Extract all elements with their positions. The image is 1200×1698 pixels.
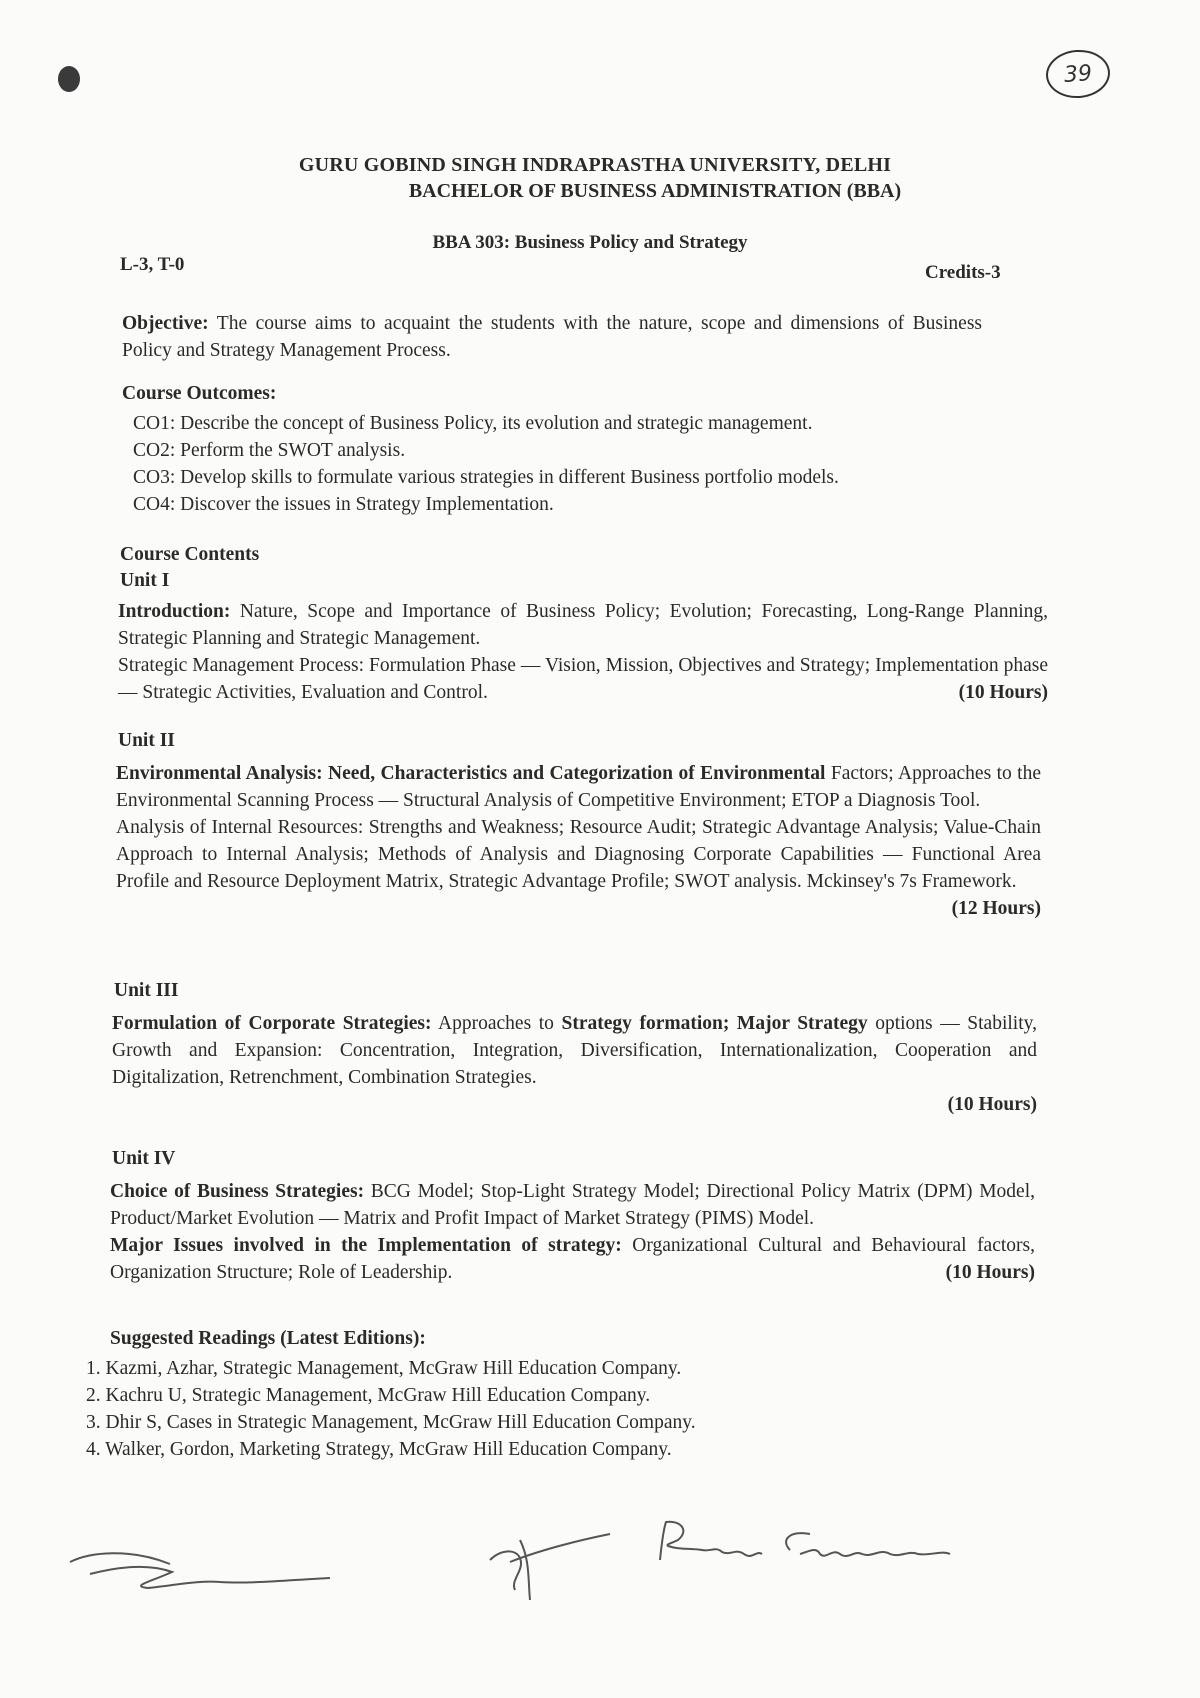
outcome-item: CO4: Discover the issues in Strategy Implementation.	[133, 494, 554, 515]
university-name: GURU GOBIND SINGH INDRAPRASTHA UNIVERSITY, DELHI	[298, 154, 892, 176]
unit-3-bold: Strategy formation; Major Strategy	[561, 1013, 868, 1034]
reading-item: 1. Kazmi, Azhar, Strategic Management, McGraw Hill Education Company.	[86, 1358, 682, 1379]
outcome-item: CO1: Describe the concept of Business Policy, its evolution and strategic management.	[133, 413, 813, 434]
programme-name: BACHELOR OF BUSINESS ADMINISTRATION (BBA)	[408, 180, 902, 202]
reading-item: 4. Walker, Gordon, Marketing Strategy, McGraw Hill Education Company.	[86, 1439, 672, 1460]
reading-item: 3. Dhir S, Cases in Strategic Management, McGraw Hill Education Company.	[86, 1412, 696, 1433]
unit-3-body	[112, 1010, 1037, 1118]
unit-2-text: Factors; Approaches to the Environmental Scanning Process — Structural Analysis of Competitive Environment; ETOP a Diagnosis Tool.	[116, 763, 1041, 811]
unit-2-text-2: Analysis of Internal Resources: Strengths and Weakness; Resource Audit; Strategic Advantage Analysis; Value-Chain Approach to Internal Analysis; Methods of Analysis and Diagnosing Corporate Capabilities — Functional Area Profile and Resource Deployment Matrix, Strategic Advantage Profile; SWOT analysis. Mckinsey's 7s Framework.	[116, 817, 1041, 892]
unit-1-hours: (10 Hours)	[958, 682, 1048, 703]
contents-heading: Course Contents	[120, 544, 260, 565]
unit-4-text: BCG Model; Stop-Light Strategy Model; Directional Policy Matrix (DPM) Model, Product/Market Evolution — Matrix and Profit Impact of Market Strategy (PIMS) Model.	[110, 1181, 1036, 1229]
objective	[122, 310, 982, 364]
unit-3-lead: Formulation of Corporate Strategies:	[112, 1013, 432, 1034]
punch-hole	[58, 66, 80, 92]
outcomes-heading: Course Outcomes:	[122, 383, 277, 404]
unit-2-lead: Environmental Analysis: Need, Characteristics and Categorization of Environmental	[116, 763, 826, 784]
outcome-item: CO3: Develop skills to formulate various strategies in different Business portfolio models.	[133, 467, 839, 488]
course-title: BBA 303: Business Policy and Strategy	[432, 232, 748, 253]
unit-1-text-2: Strategic Management Process: Formulation Phase — Vision, Mission, Objectives and Strategy; Implementation phase — Strategic Activities, Evaluation and Control.	[118, 655, 1048, 703]
outcome-item: CO2: Perform the SWOT analysis.	[133, 440, 406, 461]
unit-3-title: Unit III	[114, 980, 179, 1001]
lecture-tutorial: L-3, T-0	[120, 254, 185, 275]
unit-1-title: Unit I	[120, 570, 170, 591]
objective-text: The course aims to acquaint the students with the nature, scope and dimensions of Business Policy and Strategy Management Process.	[122, 313, 982, 361]
unit-4-hours: (10 Hours)	[945, 1262, 1035, 1283]
outcomes-list	[133, 410, 839, 518]
unit-2-hours: (12 Hours)	[951, 898, 1041, 919]
unit-3-text-b: options — Stability, Growth and Expansion: Concentration, Integration, Diversification, Internationalization, Cooperation and Digitalization, Retrenchment, Combination Strategies.	[112, 1013, 1037, 1088]
readings-list	[86, 1355, 696, 1463]
unit-4-text-2: Organizational Cultural and Behavioural factors, Organization Structure; Role of Leadership.	[110, 1235, 1035, 1283]
page-number: 39	[1044, 48, 1111, 100]
signature-1	[60, 1530, 340, 1610]
unit-1-lead: Introduction:	[118, 601, 231, 622]
unit-3-hours: (10 Hours)	[947, 1094, 1037, 1115]
signature-2	[470, 1510, 620, 1610]
unit-4-title: Unit IV	[112, 1148, 176, 1169]
objective-label: Objective:	[122, 313, 209, 334]
unit-1-text: Nature, Scope and Importance of Business Policy; Evolution; Forecasting, Long-Range Planning, Strategic Planning and Strategic Management.	[118, 601, 1048, 649]
credits: Credits-3	[925, 262, 1001, 283]
unit-4-lead: Choice of Business Strategies:	[110, 1181, 365, 1202]
reading-item: 2. Kachru U, Strategic Management, McGraw Hill Education Company.	[86, 1385, 651, 1406]
unit-2-body	[116, 760, 1041, 922]
unit-3-text-a: Approaches to	[431, 1013, 562, 1034]
unit-4-lead-2: Major Issues involved in the Implementation of strategy:	[110, 1235, 622, 1256]
unit-2-title: Unit II	[118, 730, 175, 751]
signature-3	[650, 1510, 970, 1580]
readings-heading: Suggested Readings (Latest Editions):	[110, 1328, 426, 1349]
unit-1-body	[118, 598, 1048, 706]
unit-4-body	[110, 1178, 1035, 1286]
